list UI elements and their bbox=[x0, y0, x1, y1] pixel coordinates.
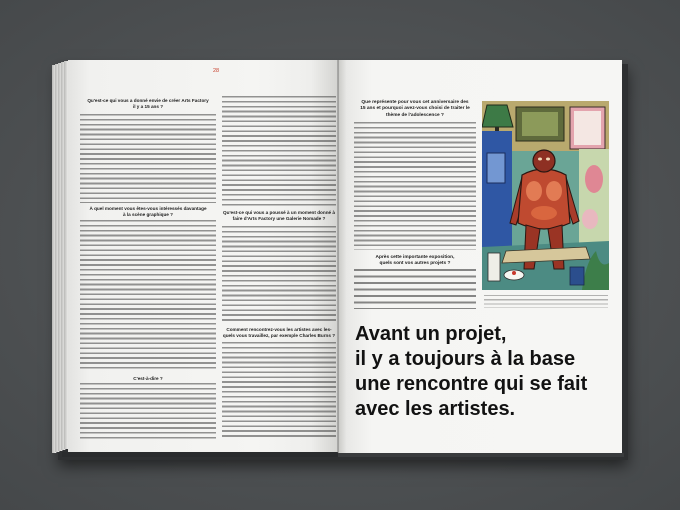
cover-edge-left bbox=[62, 452, 338, 457]
painting-figure-muscle bbox=[526, 181, 542, 201]
painting-figure-muscle bbox=[531, 206, 557, 220]
heading-line: Qu'est-ce qui vous a poussé à un moment donné à bbox=[223, 210, 335, 215]
image-caption-block bbox=[484, 295, 608, 308]
painting-image bbox=[482, 101, 609, 290]
heading-line: faire d'Arts Factory une Galerie Nomade ? bbox=[232, 216, 326, 222]
painting-pink-shape bbox=[582, 209, 598, 229]
painting-wall-right bbox=[579, 149, 609, 245]
painting-blue-box bbox=[570, 267, 584, 285]
painting-lamp-shade bbox=[482, 105, 513, 127]
painting-figure-eye bbox=[538, 158, 542, 161]
interview-question bbox=[80, 98, 216, 111]
painting-figure-eye bbox=[546, 158, 550, 161]
interview-question bbox=[222, 327, 336, 340]
pull-quote-line: avec les artistes. bbox=[355, 398, 516, 420]
painting-wall-left bbox=[482, 131, 512, 249]
painting-bottle bbox=[488, 253, 500, 281]
painting-dish-dot bbox=[512, 271, 516, 275]
heading-line: Que représente pour vous cet anniversaire des bbox=[361, 100, 469, 105]
painting-figure-muscle bbox=[546, 181, 562, 201]
interview-question bbox=[80, 376, 216, 382]
interview-question bbox=[222, 210, 336, 223]
cover-edge-right bbox=[338, 453, 624, 457]
heading-line: quels sont vos autres projets ? bbox=[379, 261, 451, 267]
pull-quote-line: il y a toujours à la base bbox=[355, 348, 576, 370]
heading-line: Après cette importante exposition, bbox=[375, 255, 455, 260]
heading-line: il y a 15 ans ? bbox=[132, 104, 164, 110]
pull-quote-line: Avant un projet, bbox=[355, 323, 507, 345]
body-text-block bbox=[354, 269, 476, 309]
heading-line: Comment rencontrez-vous les artistes avec les- bbox=[226, 327, 332, 332]
pull-quote bbox=[355, 322, 587, 422]
heading-line: thème de l'adolescence ? bbox=[386, 112, 444, 118]
interview-question bbox=[354, 255, 476, 268]
heading-line: quels vous travaillez, par exemple Charles Burns ? bbox=[222, 333, 336, 339]
painting-figure-head bbox=[533, 150, 555, 172]
body-text-block bbox=[80, 114, 216, 203]
painting-pink-shape bbox=[585, 165, 603, 193]
painting-window-pane bbox=[574, 111, 601, 145]
body-text-block bbox=[222, 226, 336, 322]
body-text-block bbox=[354, 122, 476, 250]
painting-left-frame bbox=[487, 153, 505, 183]
heading-line: Qu'est-ce qui vous a donné envie de créer Arts Factory bbox=[87, 98, 209, 103]
body-text-block bbox=[80, 220, 216, 372]
body-text-block bbox=[80, 383, 216, 440]
pull-quote-line: une rencontre qui se fait bbox=[355, 373, 588, 395]
body-text-block bbox=[222, 96, 336, 206]
heading-line: À quel moment vous êtes-vous intéressés davantage bbox=[89, 206, 207, 211]
heading-line: à la scène graphique ? bbox=[122, 212, 174, 218]
spine-gutter bbox=[337, 60, 339, 453]
heading-line: C'est-à-dire ? bbox=[133, 375, 163, 381]
body-text-block bbox=[222, 342, 336, 439]
painting-frame-inner bbox=[522, 112, 558, 136]
interview-question bbox=[80, 206, 216, 219]
interview-question bbox=[354, 100, 476, 119]
heading-line: 15 ans et pourquoi avez-vous choisi de traiter le bbox=[360, 106, 470, 112]
page-number: 28 bbox=[213, 68, 220, 74]
